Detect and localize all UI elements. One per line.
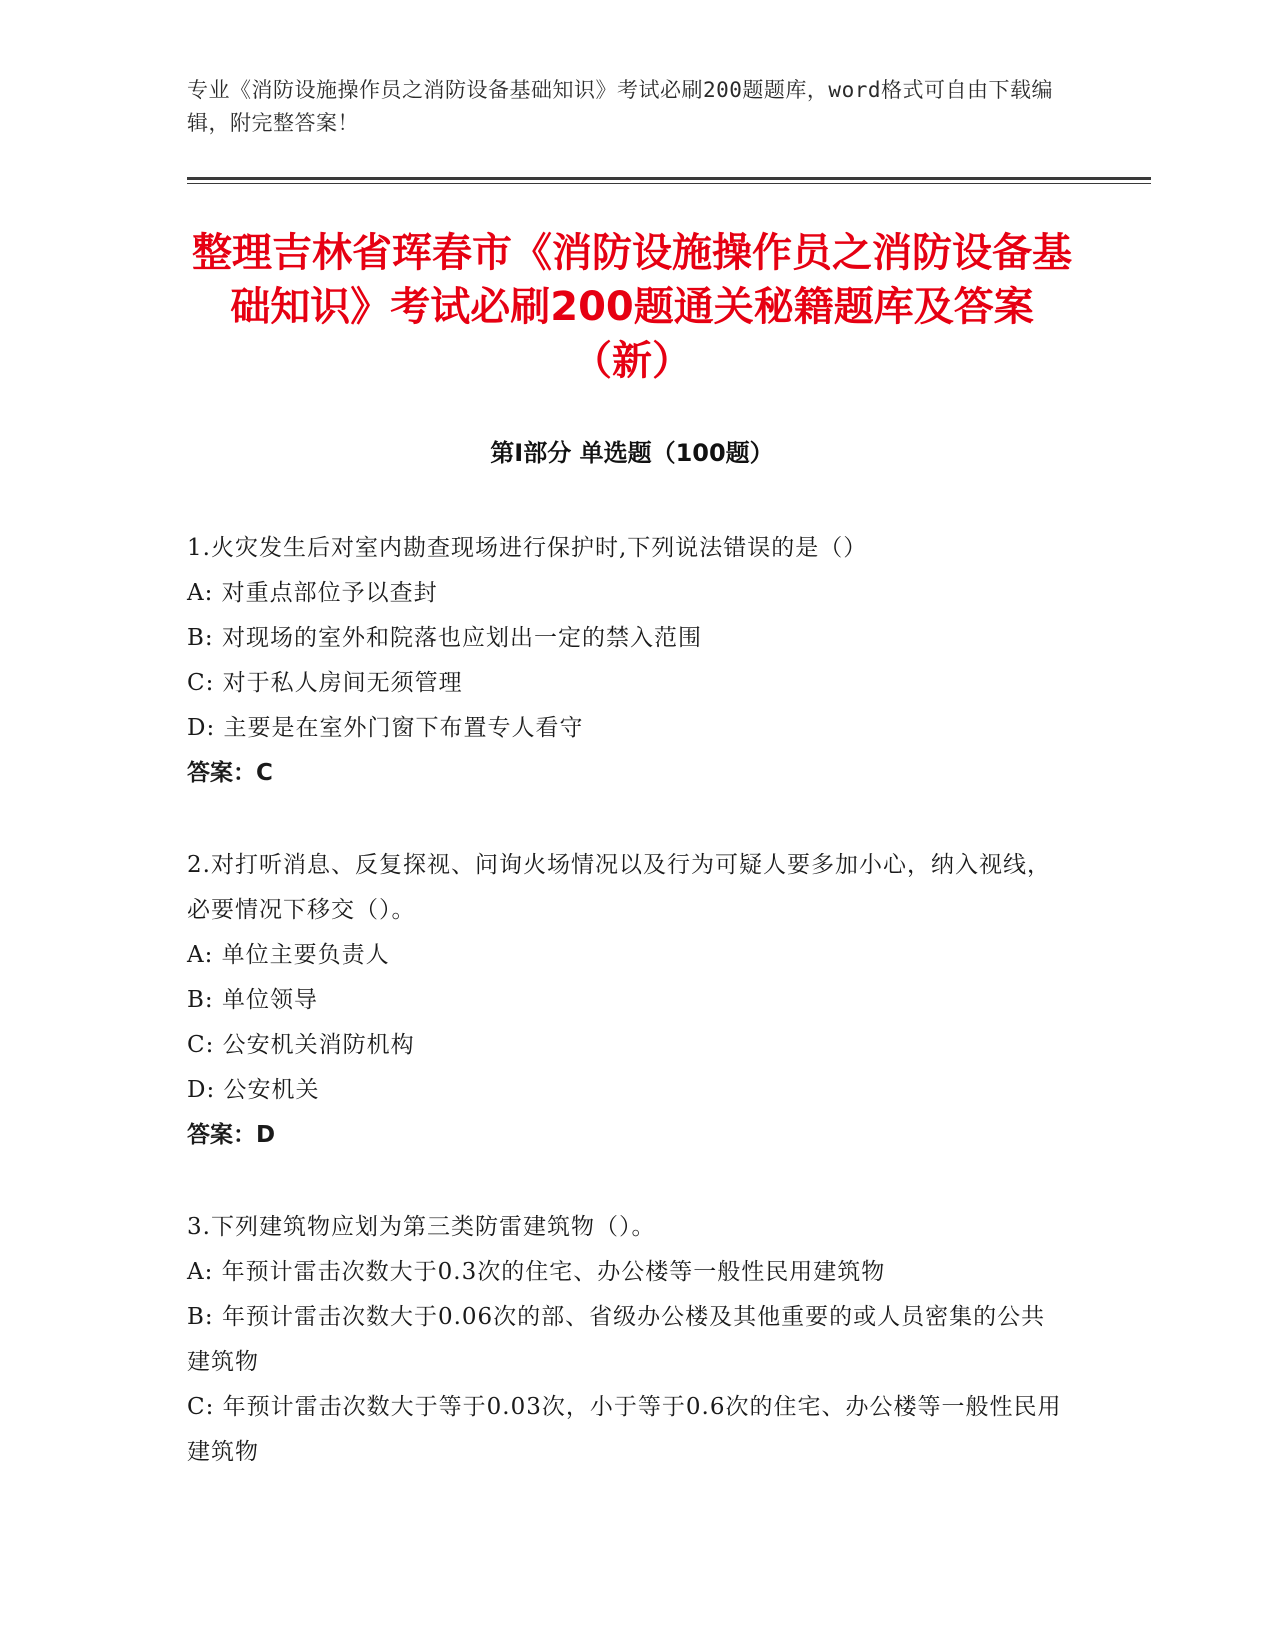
option-a: A: 对重点部位予以查封 bbox=[187, 580, 438, 606]
question-stem: 3.下列建筑物应划为第三类防雷建筑物（）。 bbox=[187, 1214, 656, 1240]
option-c: C: 年预计雷击次数大于等于0.03次，小于等于0.6次的住宅、办公楼等一般性民用建筑物 bbox=[187, 1394, 1062, 1465]
section-heading: 第I部分 单选题（100题） bbox=[490, 439, 774, 467]
option-d: D: 主要是在室外门窗下布置专人看守 bbox=[187, 715, 584, 741]
option-a: A: 年预计雷击次数大于0.3次的住宅、办公楼等一般性民用建筑物 bbox=[187, 1259, 886, 1285]
question-stem: 1.火灾发生后对室内勘查现场进行保护时,下列说法错误的是（） bbox=[187, 535, 868, 561]
option-b: B: 年预计雷击次数大于0.06次的部、省级办公楼及其他重要的或人员密集的公共建筑物 bbox=[187, 1304, 1046, 1375]
question-item bbox=[187, 843, 1067, 1158]
question-list bbox=[187, 526, 1067, 1475]
header-note: 专业《消防设施操作员之消防设备基础知识》考试必刷200题题库，word格式可自由下载编辑，附完整答案！ bbox=[187, 78, 1053, 135]
header-divider-thick bbox=[187, 177, 1151, 180]
option-c: C: 公安机关消防机构 bbox=[187, 1032, 415, 1058]
option-d: D: 公安机关 bbox=[187, 1077, 320, 1103]
question-stem: 2.对打听消息、反复探视、问询火场情况以及行为可疑人要多加小心，纳入视线，必要情况下移交（）。 bbox=[187, 852, 1051, 923]
option-b: B: 对现场的室外和院落也应划出一定的禁入范围 bbox=[187, 625, 702, 651]
option-a: A: 单位主要负责人 bbox=[187, 942, 390, 968]
option-b: B: 单位领导 bbox=[187, 987, 318, 1013]
option-c: C: 对于私人房间无须管理 bbox=[187, 670, 463, 696]
document-title: 整理吉林省珲春市《消防设施操作员之消防设备基础知识》考试必刷200题通关秘籍题库及答案（新） bbox=[192, 230, 1072, 384]
answer-line: 答案：D bbox=[187, 1122, 276, 1148]
answer-line: 答案：C bbox=[187, 760, 273, 786]
header-divider-thin bbox=[187, 183, 1151, 184]
question-item bbox=[187, 526, 1067, 796]
question-item bbox=[187, 1205, 1067, 1475]
